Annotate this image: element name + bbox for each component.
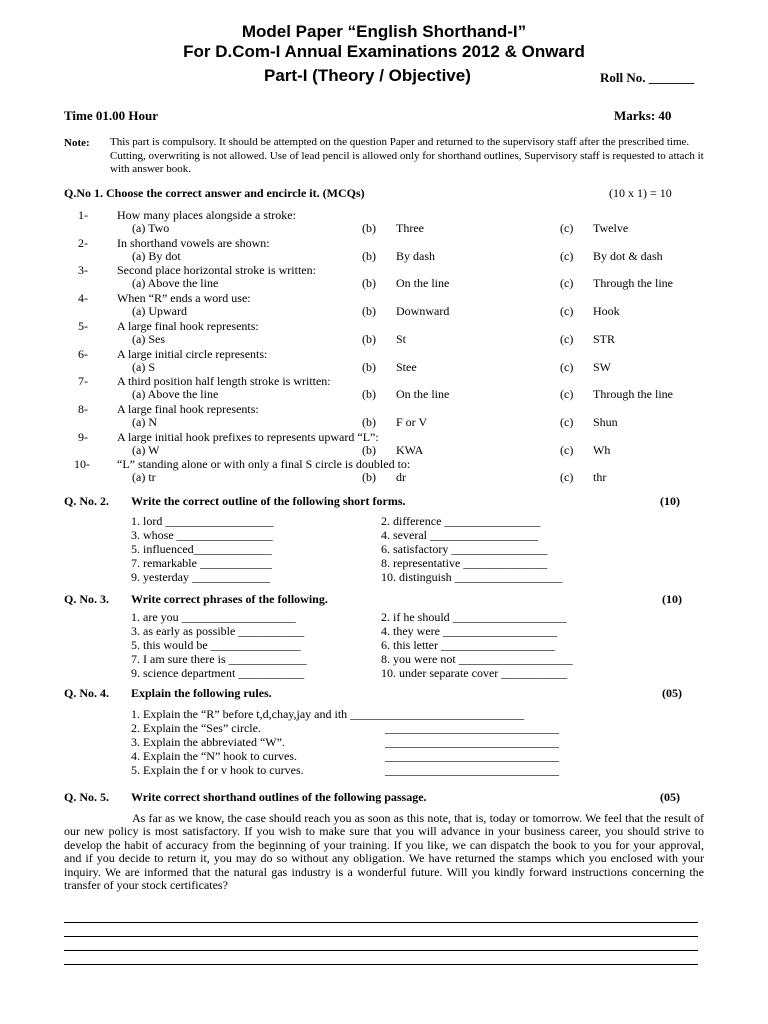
mcq-number: 3-	[78, 263, 88, 278]
answer-line	[64, 950, 698, 951]
paper-title: Model Paper “English Shorthand-I”	[241, 22, 527, 41]
mcq-option-b-label: (b)	[362, 414, 376, 429]
mcq-option-b: By dash	[396, 248, 435, 263]
q3-item: 3. as early as possible ___________	[131, 624, 305, 638]
mcq-question: When “R” ends a word use:	[117, 291, 251, 306]
mcq-option-c-label: (c)	[560, 414, 574, 429]
mcq-number: 6-	[78, 346, 88, 361]
mcq-number: 5-	[78, 318, 88, 333]
mcq-question: A large initial circle represents:	[117, 346, 268, 361]
mcq-option-a: (a) Above the line	[132, 387, 219, 402]
q1-score: (10 x 1) = 10	[609, 186, 672, 200]
mcq-option-b-label: (b)	[362, 359, 376, 374]
mcq-option-c: SW	[593, 359, 611, 374]
q3-item: 4. they were ___________________	[381, 624, 557, 638]
paper-subtitle: For D.Com-I Annual Examinations 2012 & Onward	[183, 42, 585, 61]
q3-item: 8. you were not ___________________	[381, 652, 573, 666]
total-marks: Marks: 40	[614, 108, 672, 123]
mcq-option-a: (a) Upward	[132, 304, 187, 319]
q2-item: 1. lord __________________	[131, 514, 274, 528]
mcq-option-a: (a) Two	[132, 221, 170, 235]
mcq-number: 8-	[78, 401, 88, 416]
mcq-option-b-label: (b)	[362, 221, 376, 235]
mcq-option-b-label: (b)	[362, 387, 376, 402]
mcq-option-c-label: (c)	[560, 276, 574, 291]
mcq-option-c: Through the line	[593, 387, 673, 402]
q2-item: 10. distinguish __________________	[381, 570, 563, 584]
mcq-option-b: Stee	[396, 359, 417, 374]
mcq-number: 10-	[74, 457, 90, 472]
mcq-question: “L” standing alone or with only a final S circle is doubled to:	[117, 457, 411, 472]
mcq-option-b-label: (b)	[362, 304, 376, 319]
mcq-option-b-label: (b)	[362, 442, 376, 457]
q2-label: Q. No. 2.	[64, 494, 109, 508]
q4-answer-blank: _____________________________	[385, 763, 559, 777]
mcq-number: 4-	[78, 291, 88, 306]
roll-number: Roll No. _______	[600, 70, 695, 85]
q4-item: 3. Explain the abbreviated “W”.	[131, 735, 285, 749]
mcq-question: A third position half length stroke is written:	[117, 374, 331, 389]
mcq-option-b: F or V	[396, 414, 428, 429]
answer-line	[64, 964, 698, 965]
mcq-option-b: On the line	[396, 387, 450, 402]
q2-item: 5. influenced_____________	[131, 542, 272, 556]
mcq-question: In shorthand vowels are shown:	[117, 235, 270, 250]
mcq-option-c: Twelve	[593, 221, 629, 235]
q2-item: 4. several __________________	[381, 528, 538, 542]
q2-item: 8. representative ______________	[381, 556, 548, 570]
q4-heading: Explain the following rules.	[131, 686, 272, 700]
mcq-option-a: (a) tr	[132, 470, 156, 485]
q4-label: Q. No. 4.	[64, 686, 109, 700]
q4-item: 1. Explain the “R” before t,d,chay,jay and ith _____________________________	[131, 707, 525, 721]
mcq-option-c-label: (c)	[560, 470, 574, 485]
mcq-option-c-label: (c)	[560, 359, 574, 374]
mcq-option-b: Three	[396, 221, 424, 235]
q3-heading: Write correct phrases of the following.	[131, 592, 328, 606]
answer-line	[64, 936, 698, 937]
mcq-option-b-label: (b)	[362, 276, 376, 291]
paper-part: Part-I (Theory / Objective)	[264, 66, 471, 85]
mcq-number: 2-	[78, 235, 88, 250]
q2-item: 7. remarkable ____________	[131, 556, 272, 570]
mcq-option-c: thr	[593, 470, 607, 485]
mcq-option-c-label: (c)	[560, 248, 574, 263]
mcq-question: Second place horizontal stroke is written:	[117, 263, 316, 278]
time-allowed: Time 01.00 Hour	[64, 108, 159, 123]
mcq-number: 9-	[78, 429, 88, 444]
q4-item: 2. Explain the “Ses” circle.	[131, 721, 261, 735]
note-text: This part is compulsory. It should be attempted on the question Paper and returned to the supervisory staff after the prescribed time. Cutting, overwriting is not allowed. Use of lead pencil is allowed only for shorthand outlines, Supervisory staff is requested to attach it with answer book.	[110, 136, 704, 175]
mcq-option-a: (a) W	[132, 442, 160, 457]
mcq-option-c: Through the line	[593, 276, 673, 291]
q4-item: 4. Explain the “N” hook to curves.	[131, 749, 297, 763]
answer-line	[64, 922, 698, 923]
q4-answer-blank: _____________________________	[385, 749, 559, 763]
q4-item: 5. Explain the f or v hook to curves.	[131, 763, 304, 777]
mcq-number: 1-	[78, 208, 88, 222]
q2-item: 6. satisfactory ________________	[381, 542, 548, 556]
q5-label: Q. No. 5.	[64, 790, 109, 804]
q2-item: 9. yesterday _____________	[131, 570, 270, 584]
q3-item: 5. this would be _______________	[131, 638, 301, 652]
mcq-option-b-label: (b)	[362, 331, 376, 346]
mcq-option-c-label: (c)	[560, 331, 574, 346]
q3-item: 1. are you ___________________	[131, 610, 296, 624]
mcq-option-b: dr	[396, 470, 406, 485]
q4-score: (05)	[662, 686, 682, 700]
q3-item: 7. I am sure there is _____________	[131, 652, 307, 666]
mcq-number: 7-	[78, 374, 88, 389]
q3-item: 10. under separate cover ___________	[381, 666, 568, 680]
mcq-option-a: (a) Above the line	[132, 276, 219, 291]
q2-item: 2. difference ________________	[381, 514, 541, 528]
mcq-option-b: St	[396, 331, 407, 346]
note-label: Note:	[64, 137, 90, 149]
mcq-option-b: Downward	[396, 304, 450, 319]
q2-item: 3. whose ________________	[131, 528, 273, 542]
mcq-option-b: On the line	[396, 276, 450, 291]
q3-item: 9. science department ___________	[131, 666, 305, 680]
mcq-option-c: STR	[593, 331, 616, 346]
q3-label: Q. No. 3.	[64, 592, 109, 606]
q1-heading: Q.No 1. Choose the correct answer and encircle it. (MCQs)	[64, 186, 365, 200]
mcq-option-c: Shun	[593, 414, 618, 429]
q5-passage: As far as we know, the case should reach you as soon as this note, that is, today or tomorrow. We feel that the result of our new policy is most satisfactory. If you wish to make sure that you will advance in your business career, you should strive to develop the habit of accuracy from the beginning of your training. If you like, we can dispatch the book to you for your approval, and if you decide to return it, you may do so without any obligation. We have returned the stamps which you enclosed with your inquiry. We are informed that the natural gas industry is a wonderful future. Will you kindly forward instructions concerning the transfer of your stock certificates?	[64, 811, 704, 893]
q4-answer-blank: _____________________________	[385, 735, 559, 749]
mcq-option-a: (a) Ses	[132, 331, 165, 346]
mcq-option-c: By dot & dash	[593, 248, 663, 263]
mcq-option-b-label: (b)	[362, 470, 376, 485]
q5-heading: Write correct shorthand outlines of the following passage.	[131, 790, 427, 804]
mcq-option-b: KWA	[396, 442, 424, 457]
q3-item: 6. this letter ___________________	[381, 638, 555, 652]
mcq-question: How many places alongside a stroke:	[117, 208, 296, 222]
mcq-option-c-label: (c)	[560, 442, 574, 457]
q2-heading: Write the correct outline of the following short forms.	[131, 494, 406, 508]
mcq-option-c-label: (c)	[560, 221, 574, 235]
mcq-option-a: (a) N	[132, 414, 157, 429]
mcq-question: A large final hook represents:	[117, 401, 259, 416]
q4-answer-blank: _____________________________	[385, 721, 559, 735]
mcq-option-a: (a) By dot	[132, 248, 181, 263]
q5-score: (05)	[660, 790, 680, 804]
mcq-option-c: Wh	[593, 442, 611, 457]
mcq-option-c: Hook	[593, 304, 620, 319]
mcq-question: A large initial hook prefixes to represents upward “L”:	[117, 429, 379, 444]
mcq-option-b-label: (b)	[362, 248, 376, 263]
mcq-question: A large final hook represents:	[117, 318, 259, 333]
mcq-option-c-label: (c)	[560, 387, 574, 402]
mcq-option-a: (a) S	[132, 359, 155, 374]
mcq-option-c-label: (c)	[560, 304, 574, 319]
q2-score: (10)	[660, 494, 680, 508]
q3-score: (10)	[662, 592, 682, 606]
q3-item: 2. if he should ___________________	[381, 610, 567, 624]
